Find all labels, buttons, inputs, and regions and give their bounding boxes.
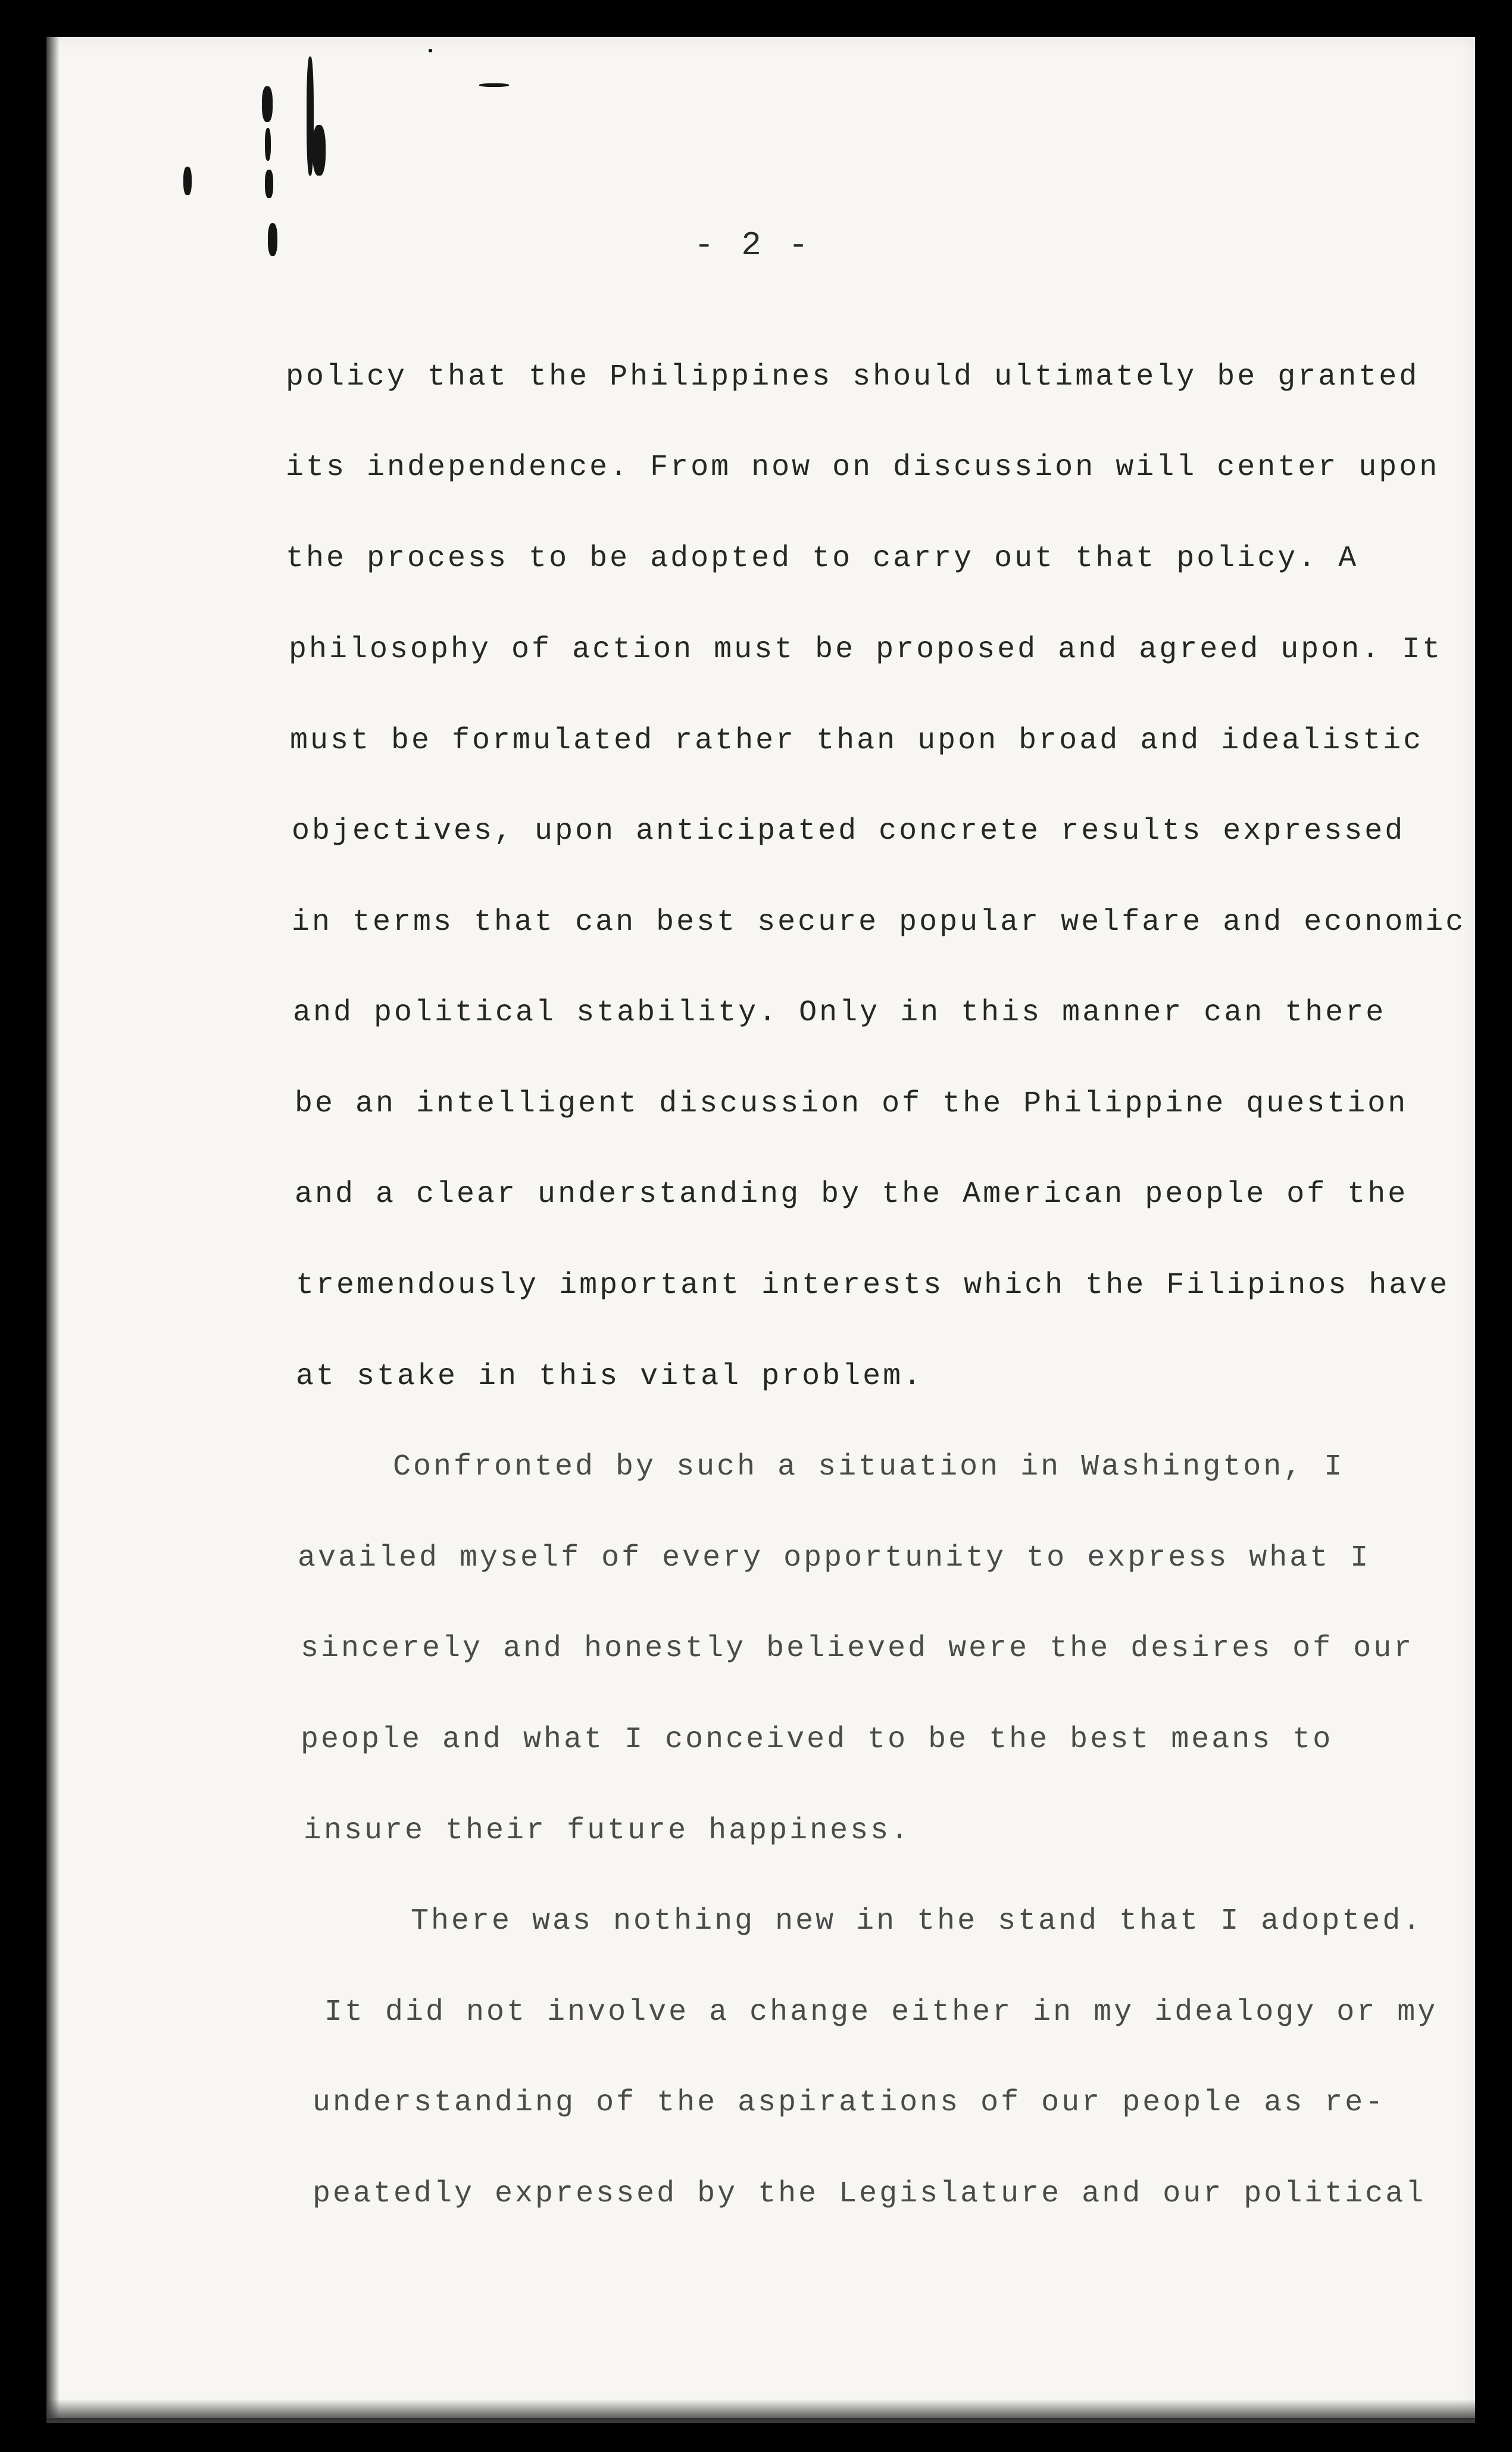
text-line: and political stability. Only in this manner can there — [293, 996, 1386, 1030]
binding-mark — [479, 83, 509, 87]
text-line: people and what I conceived to be the best means to — [301, 1723, 1333, 1757]
text-line: availed myself of every opportunity to express what I — [298, 1541, 1371, 1575]
binding-mark — [262, 86, 273, 122]
text-line: philosophy of action must be proposed and agreed upon. It — [289, 633, 1443, 667]
text-line: There was nothing new in the stand that I adopted. — [411, 1904, 1423, 1938]
page-edge-shadow-left — [46, 37, 60, 2418]
binding-mark — [429, 49, 432, 52]
page-number: - 2 - — [693, 226, 813, 264]
text-line: the process to be adopted to carry out that policy. A — [286, 542, 1359, 576]
text-line: sincerely and honestly believed were the desires of our — [301, 1632, 1414, 1666]
text-line: It did not involve a change either in my idealogy or my — [324, 1995, 1438, 2029]
text-line: Confronted by such a situation in Washington, I — [393, 1450, 1345, 1484]
text-line: its independence. From now on discussion will center upon — [286, 451, 1440, 485]
text-line: policy that the Philippines should ultimately be granted — [286, 360, 1420, 394]
binding-mark — [313, 125, 326, 176]
document-page — [46, 37, 1475, 2418]
text-line: be an intelligent discussion of the Philippine question — [295, 1087, 1408, 1121]
binding-mark — [265, 170, 273, 198]
text-line: insure their future happiness. — [304, 1814, 911, 1848]
text-line: and a clear understanding by the American people of the — [295, 1177, 1408, 1211]
text-line: peatedly expressed by the Legislature and our political — [313, 2177, 1426, 2211]
text-line: must be formulated rather than upon broad and idealistic — [290, 724, 1424, 758]
text-line: in terms that can best secure popular welfare and economic — [292, 905, 1466, 939]
page-edge-shadow-bottom — [46, 2399, 1475, 2423]
text-line: at stake in this vital problem. — [296, 1360, 924, 1394]
text-line: understanding of the aspirations of our people as re- — [313, 2086, 1386, 2120]
binding-mark — [265, 128, 271, 161]
text-line: tremendously important interests which the Filipinos have — [296, 1269, 1450, 1302]
text-line: objectives, upon anticipated concrete results expressed — [292, 814, 1405, 848]
binding-mark — [183, 167, 192, 195]
binding-mark — [268, 223, 277, 256]
